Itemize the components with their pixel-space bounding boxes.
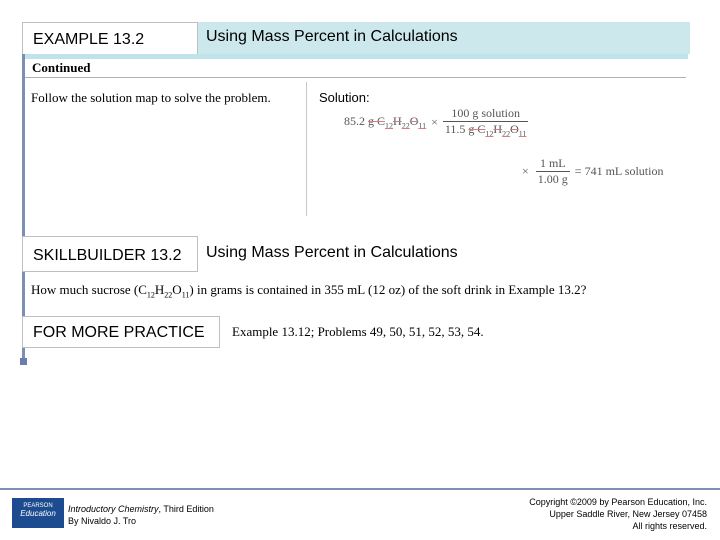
divider-line (22, 77, 686, 78)
book-edition: , Third Edition (158, 504, 214, 514)
result-value: 741 mL solution (584, 164, 664, 178)
book-author: By Nivaldo J. Tro (68, 516, 137, 526)
skillbuilder-title: Using Mass Percent in Calculations (206, 244, 458, 261)
skillbuilder-label: SKILLBUILDER 13.2 (22, 236, 198, 272)
conversion-fraction-1 (443, 106, 529, 138)
left-accent-dot (20, 358, 27, 365)
copyright-block: Copyright ©2009 by Pearson Education, Inc. Upper Saddle River, New Jersey 07458 All rights reserved. (529, 497, 707, 531)
header-rule (22, 54, 688, 59)
fraction-1-denominator: 11.5 g $C_{12}H_{22}O_{11}$ (444, 122, 527, 139)
solution-label: Solution: (319, 90, 370, 105)
footer-rule (0, 488, 720, 490)
start-value: 85.2 (344, 114, 365, 128)
times-sign-2: × (522, 164, 529, 178)
instruction-text: Follow the solution map to solve the problem. (31, 90, 271, 105)
fraction-2-numerator: 1 mL (536, 156, 570, 172)
start-formula: $C_{12}H_{22}O_{11}$ (377, 114, 427, 131)
example-label: EXAMPLE 13.2 (22, 22, 198, 56)
continued-label: Continued (32, 60, 91, 75)
equals-sign: = (574, 164, 582, 178)
book-info (68, 503, 214, 527)
column-divider (306, 82, 307, 216)
start-unit: g (368, 114, 374, 128)
skillbuilder-question: How much sucrose $(C_{12}H_{22}O_{11})$ in grams is contained in 355 mL (12 oz) of the soft drink in Example 13.2? (31, 282, 587, 300)
more-practice-text: Example 13.12; Problems 49, 50, 51, 52, 53, 54. (232, 324, 484, 339)
times-sign-1: × (431, 114, 438, 129)
example-title: Using Mass Percent in Calculations (198, 22, 690, 54)
fraction-1-numerator: 100 g solution (443, 106, 529, 122)
solution-step-2 (522, 156, 692, 190)
book-title: Introductory Chemistry (68, 504, 159, 514)
pearson-logo: PEARSON Education (12, 498, 64, 528)
more-practice-label: FOR MORE PRACTICE (22, 316, 220, 348)
conversion-fraction-2 (536, 156, 570, 187)
fraction-2-denominator: 1.00 g (537, 172, 568, 186)
solution-step-1 (344, 106, 574, 146)
